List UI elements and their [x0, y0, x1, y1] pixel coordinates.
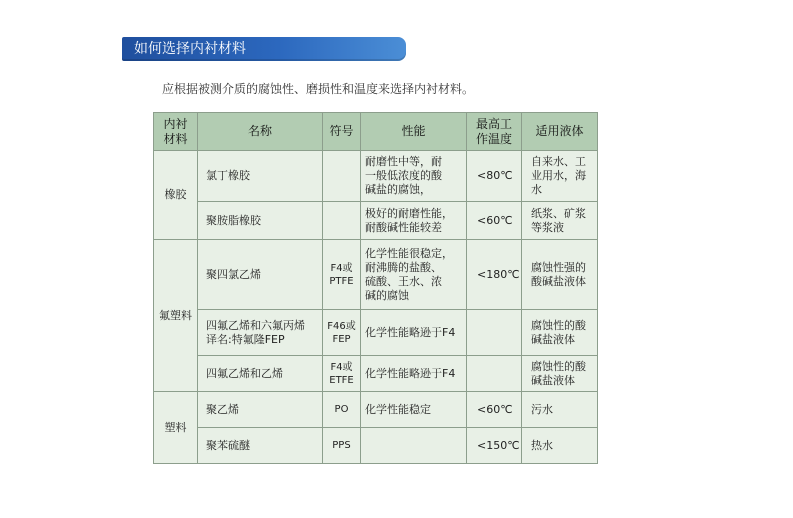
performance-cell — [361, 428, 467, 464]
table-row — [154, 392, 598, 428]
liquid-cell: 纸浆、矿浆 等浆液 — [522, 202, 598, 240]
liquid-cell: 腐蚀性的酸 碱盐液体 — [522, 310, 598, 356]
symbol-cell — [323, 151, 361, 202]
table-row — [154, 151, 598, 202]
liquid-cell: 自来水、工 业用水，海 水 — [522, 151, 598, 202]
header-liquid: 适用液体 — [522, 113, 598, 151]
lining-material-table — [153, 112, 598, 464]
name-cell: 聚胺脂橡胶 — [198, 202, 323, 240]
header-symbol: 符号 — [323, 113, 361, 151]
table-row — [154, 202, 598, 240]
symbol-cell: F4或 PTFE — [323, 240, 361, 310]
performance-cell: 化学性能很稳定， 耐沸腾的盐酸、 硫酸、王水、浓 碱的腐蚀 — [361, 240, 467, 310]
max-temp-cell: <60℃ — [467, 202, 522, 240]
symbol-cell: PPS — [323, 428, 361, 464]
category-cell: 塑料 — [154, 392, 198, 464]
liquid-cell: 污水 — [522, 392, 598, 428]
table-row — [154, 428, 598, 464]
section-title: 如何选择内衬材料 — [134, 41, 246, 57]
performance-cell: 极好的耐磨性能， 耐酸碱性能较差 — [361, 202, 467, 240]
header-performance: 性能 — [361, 113, 467, 151]
symbol-cell — [323, 202, 361, 240]
max-temp-cell — [467, 356, 522, 392]
category-cell: 氟塑料 — [154, 240, 198, 392]
section-title-banner — [122, 37, 406, 61]
symbol-cell: F4或 ETFE — [323, 356, 361, 392]
category-cell: 橡胶 — [154, 151, 198, 240]
performance-cell: 耐磨性中等，耐 一般低浓度的酸 碱盐的腐蚀， — [361, 151, 467, 202]
performance-cell: 化学性能稳定 — [361, 392, 467, 428]
table-header-row — [154, 113, 598, 151]
name-cell: 聚乙烯 — [198, 392, 323, 428]
table-row — [154, 240, 598, 310]
name-cell: 聚苯硫醚 — [198, 428, 323, 464]
liquid-cell: 腐蚀性强的 酸碱盐液体 — [522, 240, 598, 310]
performance-cell: 化学性能略逊于F4 — [361, 310, 467, 356]
performance-cell: 化学性能略逊于F4 — [361, 356, 467, 392]
symbol-cell: PO — [323, 392, 361, 428]
header-category: 内衬 材料 — [154, 113, 198, 151]
header-name: 名称 — [198, 113, 323, 151]
liquid-cell: 热水 — [522, 428, 598, 464]
symbol-cell: F46或 FEP — [323, 310, 361, 356]
table-row — [154, 310, 598, 356]
max-temp-cell — [467, 310, 522, 356]
max-temp-cell: <180℃ — [467, 240, 522, 310]
table-row — [154, 356, 598, 392]
name-cell: 氯丁橡胶 — [198, 151, 323, 202]
max-temp-cell: <60℃ — [467, 392, 522, 428]
name-cell: 四氟乙烯和六氟丙烯 译名:特氟隆FEP — [198, 310, 323, 356]
header-max-temp: 最高工 作温度 — [467, 113, 522, 151]
name-cell: 聚四氯乙烯 — [198, 240, 323, 310]
max-temp-cell: <80℃ — [467, 151, 522, 202]
liquid-cell: 腐蚀性的酸 碱盐液体 — [522, 356, 598, 392]
intro-text: 应根据被测介质的腐蚀性、磨损性和温度来选择内衬材料。 — [162, 82, 475, 96]
name-cell: 四氟乙烯和乙烯 — [198, 356, 323, 392]
max-temp-cell: <150℃ — [467, 428, 522, 464]
